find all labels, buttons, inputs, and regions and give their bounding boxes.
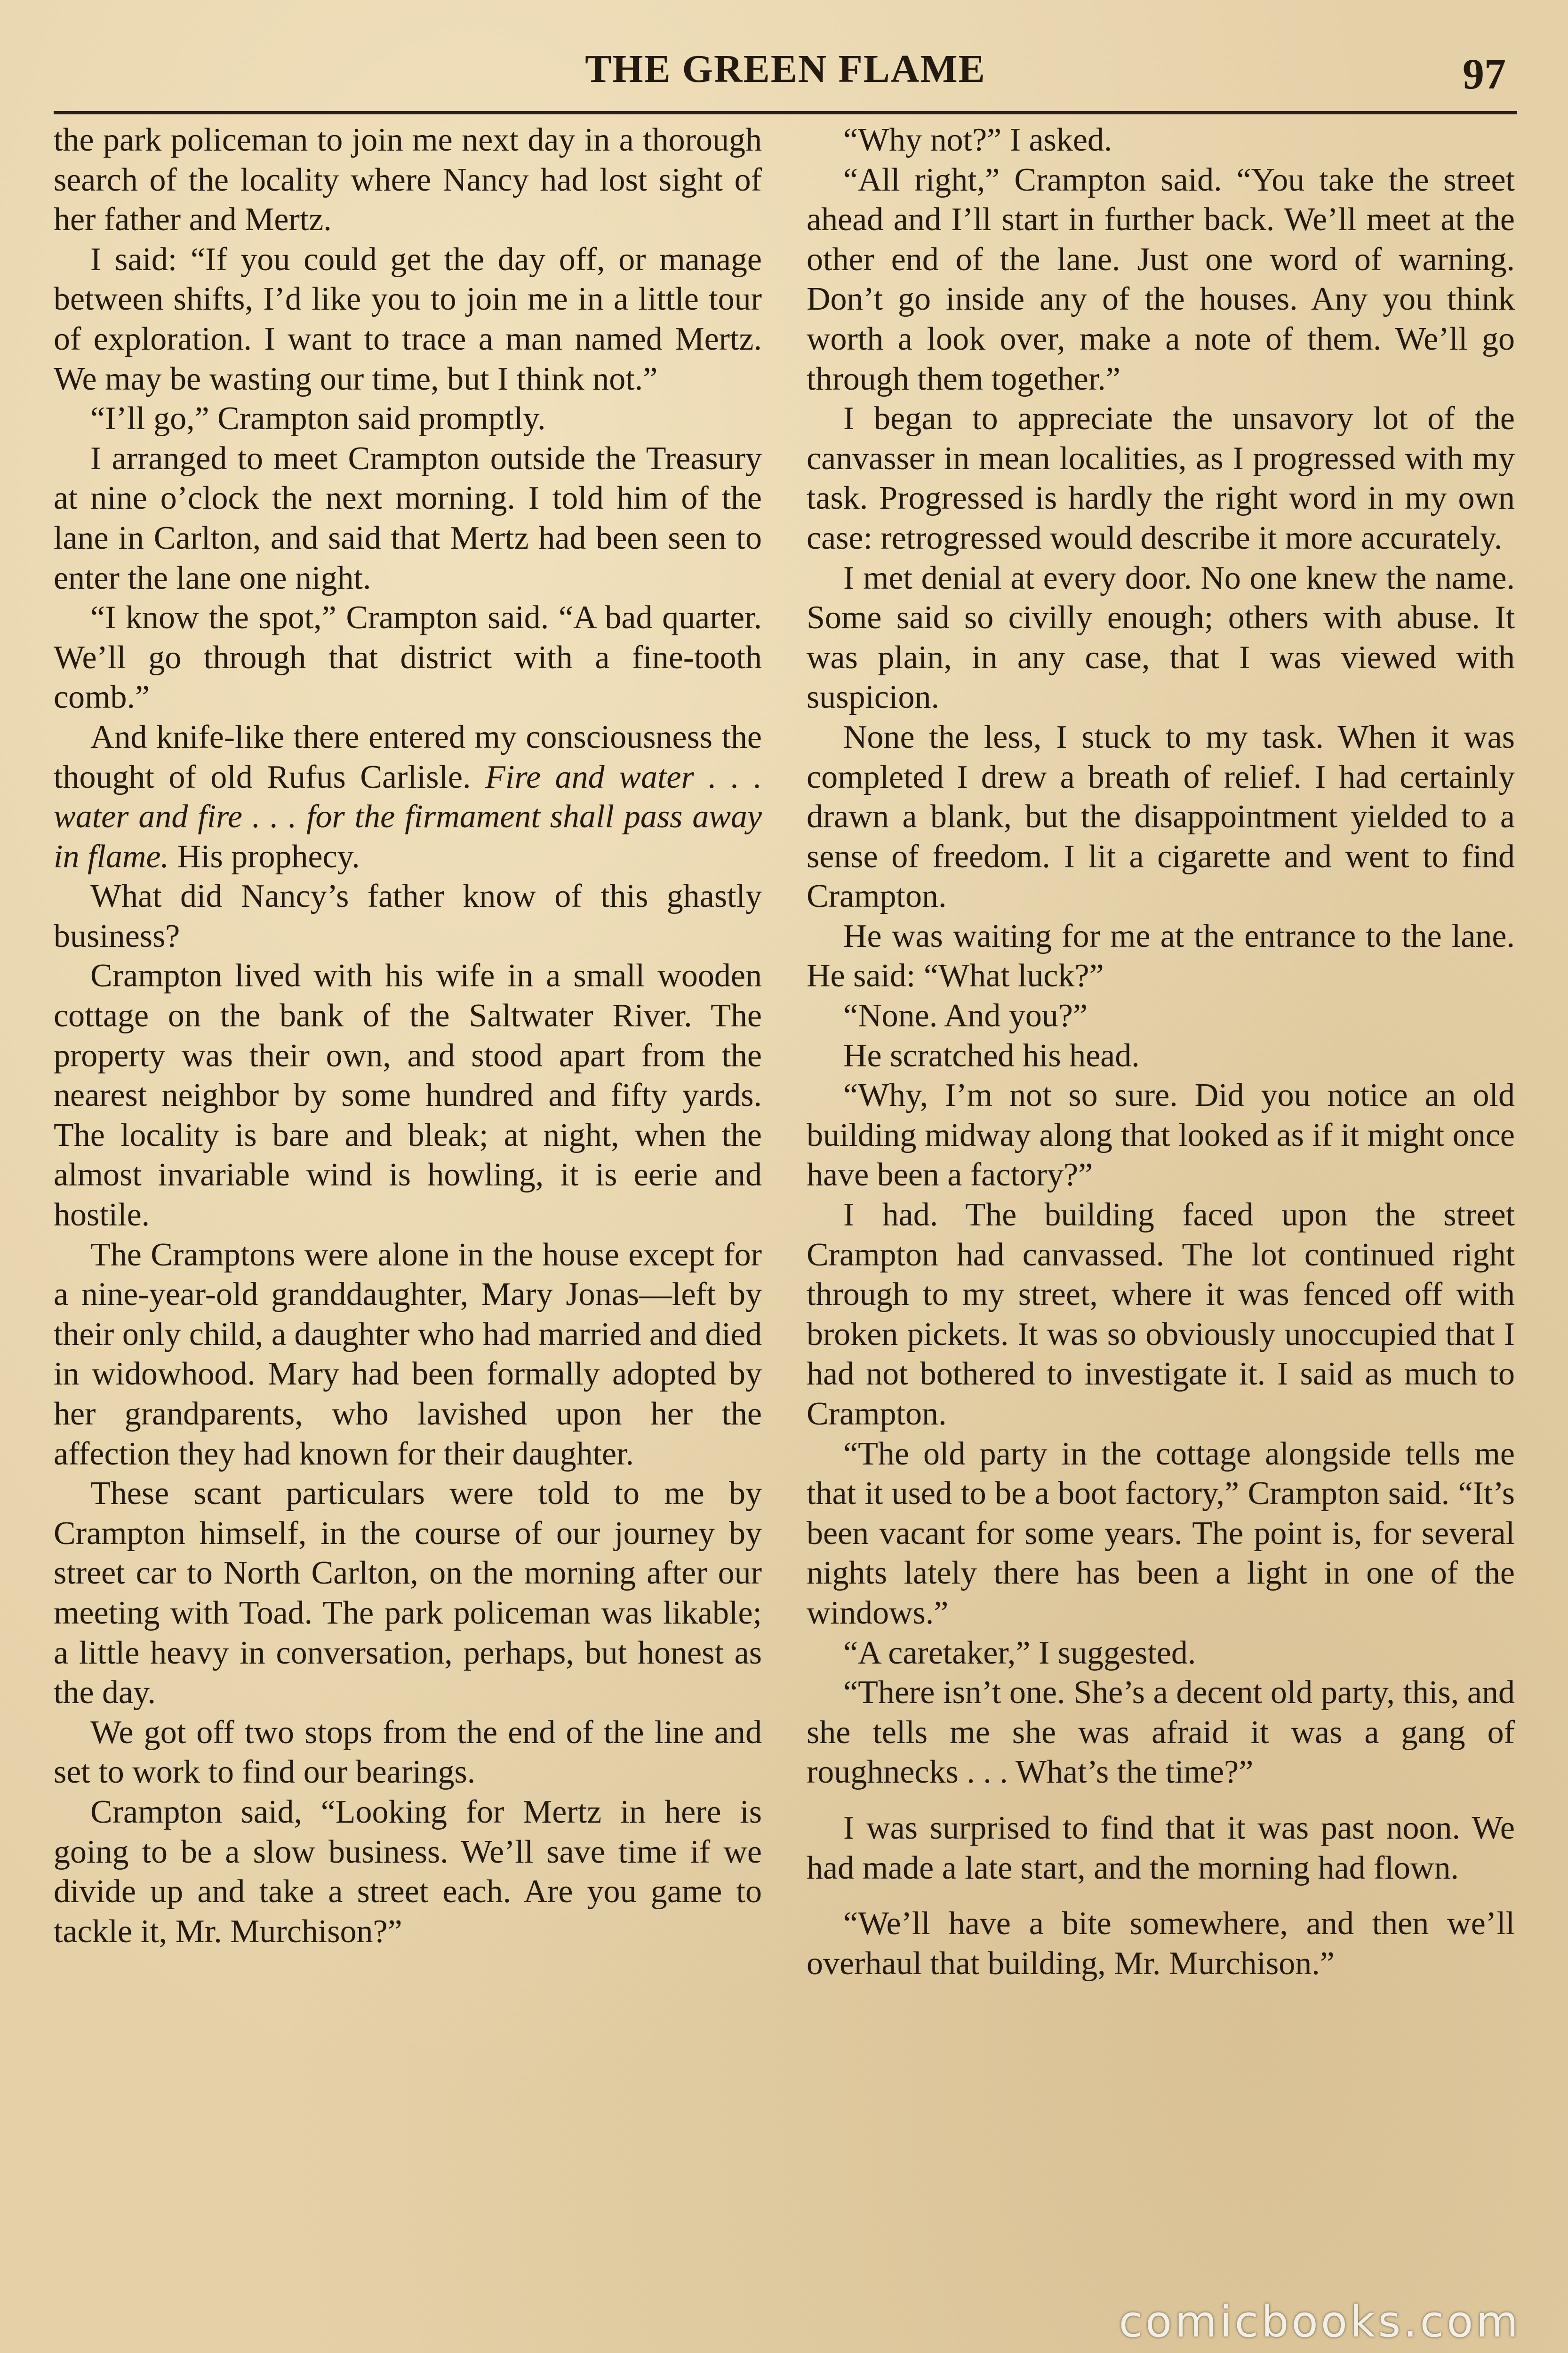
paragraph-text: These scant particulars were told to me by Crampton himself, in the course of our journey by street car to North Carlton, on the morning after our meeting with Toad. The park policeman was likable; a little heavy in conversation, perhaps, but honest as the day. xyxy=(54,1475,762,1711)
paragraph-text: “We’ll have a bite somewhere, and then we’ll overhaul that building, Mr. Murchison.” xyxy=(807,1905,1515,1982)
paragraph xyxy=(807,399,1515,558)
paragraph xyxy=(807,1076,1515,1195)
paragraph xyxy=(54,598,762,718)
paragraph-text: I met denial at every door. No one knew the name. Some said so civilly enough; others with abuse. It was plain, in any case, that I was viewed with suspicion. xyxy=(807,560,1515,716)
left-column xyxy=(54,120,762,1952)
watermark: comicbooks.com xyxy=(1119,2297,1521,2347)
paragraph-text: I was surprised to find that it was past noon. We had made a late start, and the morning had flown. xyxy=(807,1809,1515,1886)
paragraph xyxy=(807,1633,1515,1673)
paragraph xyxy=(807,917,1515,996)
paragraph-text: I said: “If you could get the day off, or manage between shifts, I’d like you to join me in a little tour of exploration. I want to trace a man named Mertz. We may be wasting our time, but I think not.” xyxy=(54,241,762,397)
paragraph-text: “The old party in the cottage alongside tells me that it used to be a boot factory,” Crampton said. “It’s been vacant for some years. The point is, for several nights lately there has been a light in one of the windows.” xyxy=(807,1435,1515,1631)
paragraph-text: “I know the spot,” Crampton said. “A bad quarter. We’ll go through that district with a fine-tooth comb.” xyxy=(54,600,762,716)
paragraph-text: He was waiting for me at the entrance to the lane. He said: “What luck?” xyxy=(807,918,1515,994)
paragraph-text: the park policeman to join me next day in a thorough search of the locality where Nancy had lost sight of her father and Mertz. xyxy=(54,122,762,238)
paragraph-text: “A caretaker,” I suggested. xyxy=(843,1634,1196,1671)
paragraph xyxy=(807,1904,1515,1984)
paragraph xyxy=(54,1793,762,1952)
paragraph xyxy=(807,1434,1515,1633)
paragraph xyxy=(807,559,1515,718)
paragraph-text: We got off two stops from the end of the line and set to work to find our bearings. xyxy=(54,1714,762,1791)
paragraph xyxy=(807,1036,1515,1076)
italic-quote: Fire and water . . . water and fire . . . for the firmament shall pass away in flame. xyxy=(54,759,762,875)
paragraph-text: I began to appreciate the unsavory lot of the canvasser in mean localities, as I progressed with my task. Progressed is hardly the right word in my own case: retrogressed would describe it more accurately. xyxy=(807,400,1515,556)
paragraph-text: None the less, I stuck to my task. When it was completed I drew a breath of relief. I had certainly drawn a blank, but the disappointment yielded to a sense of freedom. I lit a cigarette and went to find Crampton. xyxy=(807,719,1515,915)
paragraph-text: “Why not?” I asked. xyxy=(843,122,1112,158)
paragraph-text: And knife-like there entered my consciousness the thought of old Rufus Carlisle. xyxy=(54,719,762,795)
paragraph xyxy=(54,120,762,240)
paragraph-text: “I’ll go,” Crampton said promptly. xyxy=(90,400,546,437)
paragraph xyxy=(54,1713,762,1793)
paragraph-text: He scratched his head. xyxy=(843,1037,1140,1074)
paragraph xyxy=(54,956,762,1235)
paragraph xyxy=(807,718,1515,917)
running-title: THE GREEN FLAME xyxy=(585,47,986,91)
paragraph xyxy=(54,240,762,399)
paragraph-text: “Why, I’m not so sure. Did you notice an old building midway along that looked as if it might once have been a factory?” xyxy=(807,1077,1515,1193)
paragraph xyxy=(807,1195,1515,1434)
paragraph xyxy=(54,439,762,598)
paragraph-text: I arranged to meet Crampton outside the Treasury at nine o’clock the next morning. I told him of the lane in Carlton, and said that Mertz had been seen to enter the lane one night. xyxy=(54,440,762,596)
paragraph xyxy=(54,1235,762,1474)
paragraph xyxy=(807,1809,1515,1888)
paragraph-text: I had. The building faced upon the street Crampton had canvassed. The lot continued right through to my street, where it was fenced off with broken pickets. It was so obviously unoccupied that I had not bothered to investigate it. I said as much to Crampton. xyxy=(807,1197,1515,1432)
paragraph xyxy=(807,996,1515,1036)
paragraph xyxy=(807,120,1515,160)
page-number: 97 xyxy=(1463,50,1506,98)
paragraph-text: “There isn’t one. She’s a decent old party, this, and she tells me she was afraid it was a gang of roughnecks . . . What’s the time?” xyxy=(807,1674,1515,1791)
paragraph-text: The Cramptons were alone in the house except for a nine-year-old granddaughter, Mary Jonas—left by their only child, a daughter who had married and died in widowhood. Mary had been formally adopted by her grandparents, who lavished upon her the affection they had known for their daughter. xyxy=(54,1236,762,1472)
paragraph xyxy=(807,160,1515,400)
page-header xyxy=(54,40,1517,114)
paragraph xyxy=(54,1474,762,1713)
paragraph xyxy=(54,718,762,877)
paragraph-text: What did Nancy’s father know of this ghastly business? xyxy=(54,878,762,954)
paragraph-text: Crampton said, “Looking for Mertz in here is going to be a slow business. We’ll save time if we divide up and take a street each. Are you game to tackle it, Mr. Murchison?” xyxy=(54,1793,762,1950)
paragraph-text: Crampton lived with his wife in a small wooden cottage on the bank of the Saltwater River. The property was their own, and stood apart from the nearest neighbor by some hundred and fifty yards. The locality is bare and bleak; at night, when the almost invariable wind is howling, it is eerie and hostile. xyxy=(54,958,762,1233)
paragraph-text: “None. And you?” xyxy=(843,998,1088,1034)
paragraph xyxy=(807,1673,1515,1793)
right-column xyxy=(807,120,1515,1984)
paragraph xyxy=(54,877,762,956)
paragraph-text-tail: His prophecy. xyxy=(177,838,360,875)
paragraph xyxy=(54,399,762,439)
paragraph-text: “All right,” Crampton said. “You take the street ahead and I’ll start in further back. We’ll meet at the other end of the lane. Just one word of warning. Don’t go inside any of the houses. Any you think worth a look over, make a note of them. We’ll go through them together.” xyxy=(807,161,1515,397)
